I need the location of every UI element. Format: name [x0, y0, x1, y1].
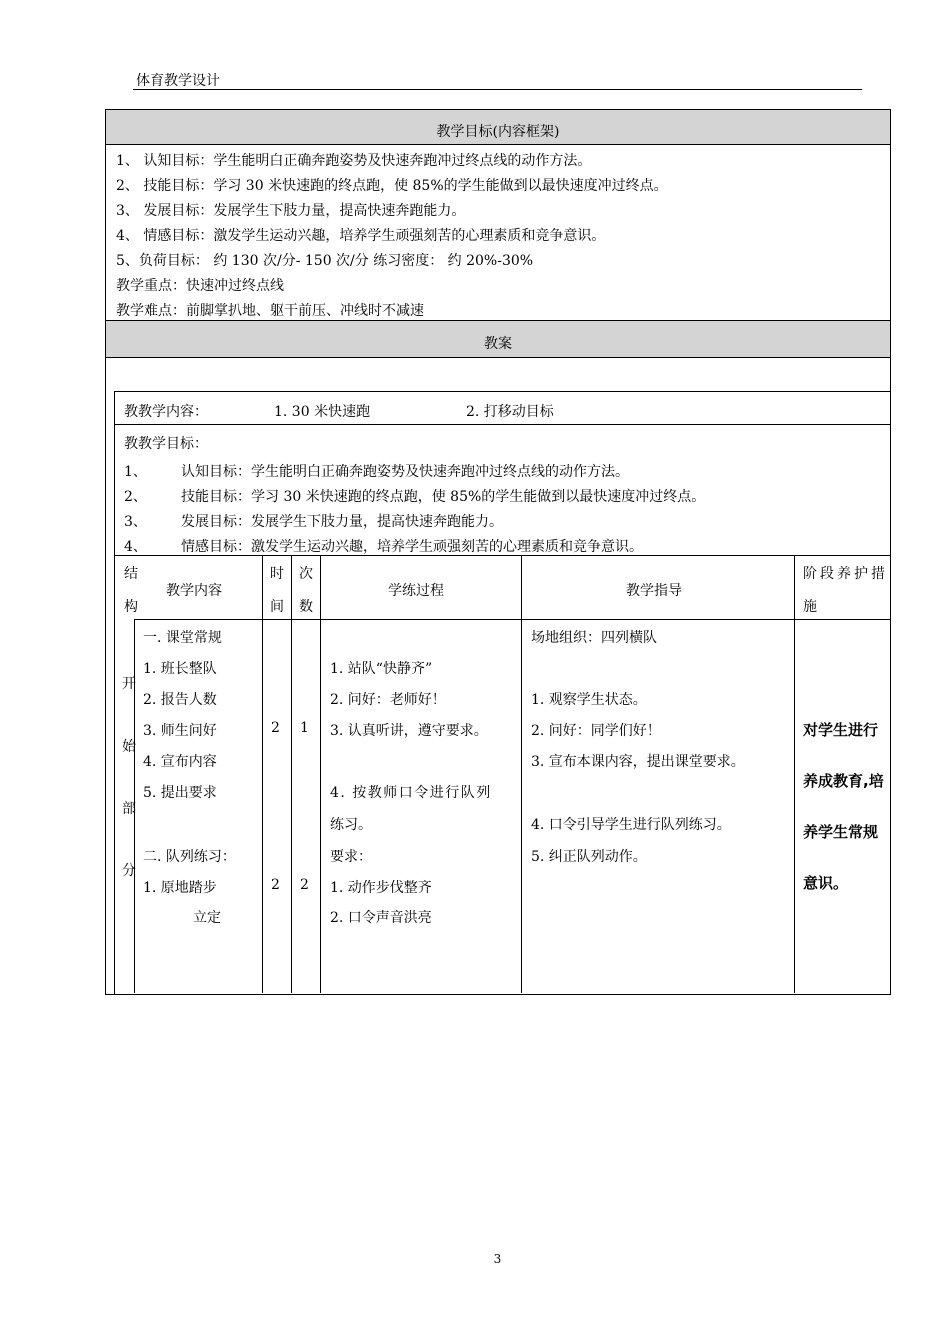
time-value: 2 [271, 720, 280, 736]
count-value: 2 [300, 877, 309, 893]
header-count: 次 [299, 566, 313, 582]
header-rule [133, 89, 862, 90]
process-line: 4. 按教师口令进行队列 [330, 785, 492, 801]
process-line: 练习。 [330, 817, 372, 833]
count-col-divider [320, 555, 321, 993]
difficulty-line: 教学难点：前脚掌扒地、躯干前压、冲线时不减速 [116, 303, 424, 319]
section-char: 部 [122, 801, 136, 817]
guidance-line: 2. 问好：同学们好！ [531, 723, 661, 739]
section-char: 分 [122, 863, 136, 879]
goal-number: 4、 [124, 539, 147, 555]
header-content: 教学内容 [166, 583, 222, 599]
content-line: 一. 课堂常规 [143, 630, 222, 646]
process-col-divider [521, 555, 522, 993]
content-line: 4. 宣布内容 [143, 754, 217, 770]
objective-line: 4、 情感目标：激发学生运动兴趣，培养学生顽强刻苦的心理素质和竞争意识。 [116, 228, 606, 244]
header-bottom-divider [134, 619, 890, 620]
goal-number: 2、 [124, 489, 147, 505]
header-structure: 构 [124, 599, 138, 615]
goal-text: 技能目标：学习 30 米快速跑的终点跑，使 85%的学生能做到以最快速度冲过终点。 [181, 489, 706, 505]
content-line: 1. 原地踏步 [143, 880, 217, 896]
objective-line: 3、 发展目标：发展学生下肢力量，提高快速奔跑能力。 [116, 203, 466, 219]
header-nurture: 施 [803, 599, 817, 615]
process-line: 要求： [330, 849, 372, 865]
goal-text: 发展目标：发展学生下肢力量，提高快速奔跑能力。 [181, 514, 503, 530]
goal-text: 情感目标：激发学生运动兴趣，培养学生顽强刻苦的心理素质和竞争意识。 [181, 539, 643, 555]
plan-title: 教案 [106, 320, 890, 358]
content-label: 教教学内容： [124, 404, 208, 420]
content-item: 2. 打移动目标 [466, 404, 554, 420]
header-time: 间 [270, 599, 284, 615]
nurture-line: 养成教育,培 [803, 772, 884, 790]
goal-text: 认知目标：学生能明白正确奔跑姿势及快速奔跑冲过终点线的动作方法。 [181, 464, 629, 480]
nurture-line: 意识。 [803, 874, 849, 892]
guidance-line: 场地组织：四列横队 [531, 630, 657, 646]
nurture-line: 养学生常规 [803, 823, 879, 841]
section-char: 始 [122, 739, 136, 755]
time-col-divider [291, 555, 292, 993]
content-line: 5. 提出要求 [143, 785, 217, 801]
goal-number: 1、 [124, 464, 147, 480]
time-value: 2 [271, 877, 280, 893]
plan-table [114, 391, 891, 994]
content-line: 2. 报告人数 [143, 692, 217, 708]
nurture-line: 对学生进行 [803, 721, 879, 739]
guidance-line: 1. 观察学生状态。 [531, 692, 647, 708]
goals-label: 教教学目标： [124, 436, 208, 452]
process-line: 1. 站队“快静齐” [330, 661, 433, 677]
process-line: 3. 认真听讲，遵守要求。 [330, 723, 488, 739]
header-nurture: 阶段养护措 [803, 566, 888, 582]
process-line: 2. 问好：老师好！ [330, 692, 446, 708]
content-col-divider [262, 555, 263, 993]
content-line: 二. 队列练习： [143, 849, 236, 865]
process-line: 2. 口令声音洪亮 [330, 910, 432, 926]
key-point-line: 教学重点：快速冲过终点线 [116, 278, 284, 294]
count-value: 1 [300, 720, 309, 736]
header-structure: 结 [124, 566, 138, 582]
content-divider [114, 424, 890, 425]
page-number: 3 [493, 1252, 502, 1266]
content-line: 1. 班长整队 [143, 661, 217, 677]
header-guidance: 教学指导 [626, 583, 682, 599]
content-item: 1. 30 米快速跑 [274, 404, 371, 420]
page-header-title: 体育教学设计 [136, 73, 220, 89]
content-line: 立定 [193, 910, 221, 926]
guidance-line: 4. 口令引导学生进行队列练习。 [531, 817, 731, 833]
header-time: 时 [270, 566, 284, 582]
goal-number: 3、 [124, 514, 147, 530]
guidance-line: 5. 纠正队列动作。 [531, 849, 647, 865]
objective-line: 5、负荷目标： 约 130 次/分- 150 次/分 练习密度： 约 20%-30% [116, 253, 534, 269]
section-char: 开 [122, 676, 136, 692]
guidance-line: 3. 宣布本课内容，提出课堂要求。 [531, 754, 745, 770]
header-count: 数 [299, 599, 313, 615]
header-process: 学练过程 [388, 583, 444, 599]
objective-line: 1、 认知目标：学生能明白正确奔跑姿势及快速奔跑冲过终点线的动作方法。 [116, 153, 592, 169]
guidance-col-divider [794, 555, 795, 993]
content-line: 3. 师生问好 [143, 723, 217, 739]
objectives-title: 教学目标(内容框架) [106, 110, 890, 145]
objective-line: 2、 技能目标：学习 30 米快速跑的终点跑，使 85%的学生能做到以最快速度冲过终点。 [116, 178, 668, 194]
process-line: 1. 动作步伐整齐 [330, 880, 432, 896]
